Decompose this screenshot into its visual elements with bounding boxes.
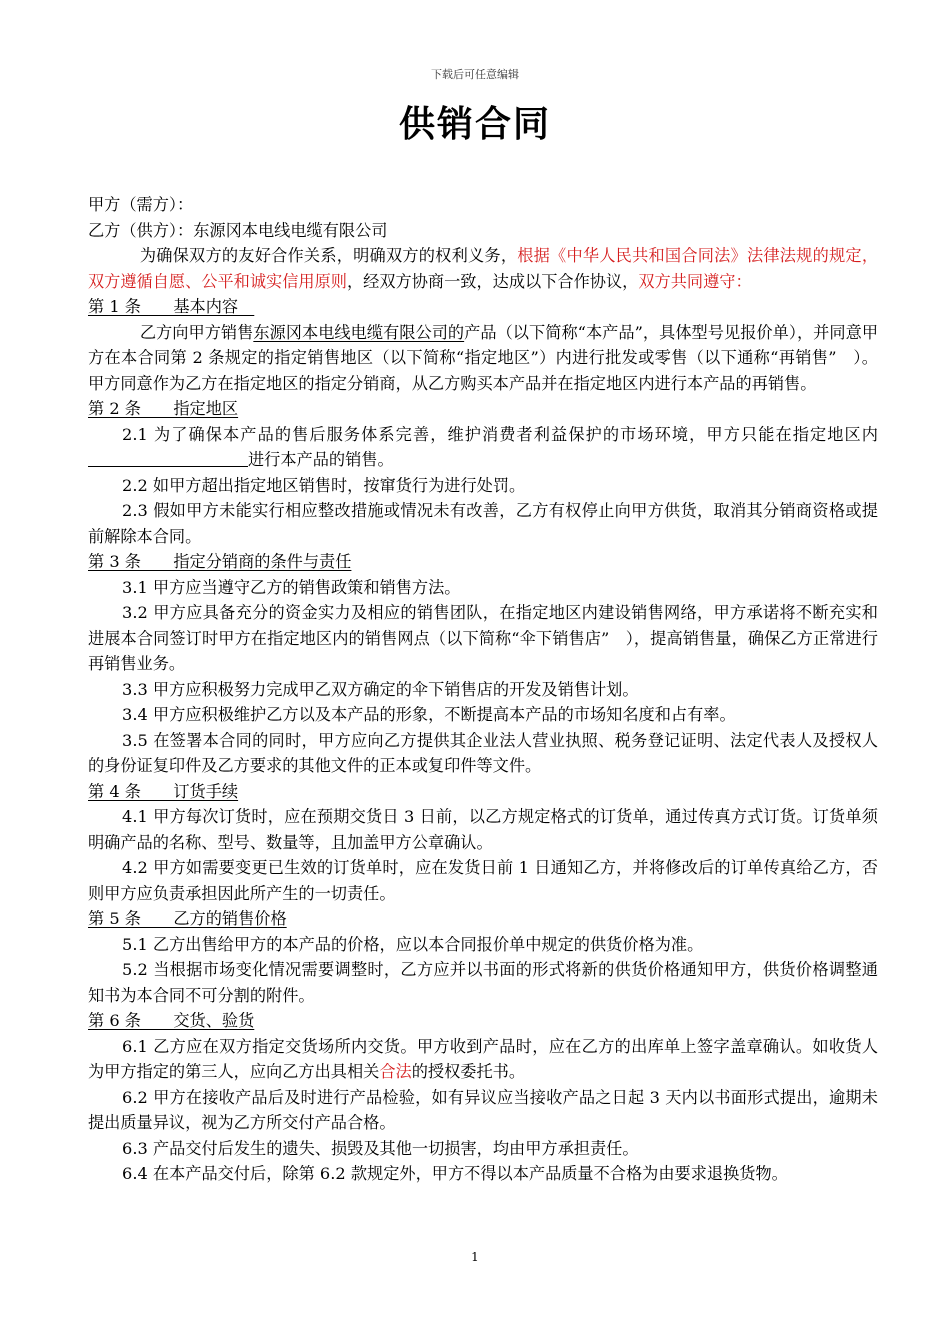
preamble-text-1: 为确保双方的友好合作关系，明确双方的权利义务， bbox=[139, 246, 518, 265]
clause-4-title: 第 4 条 订货手续 bbox=[88, 781, 239, 801]
clause-1-title: 第 1 条 基本内容 bbox=[88, 297, 255, 316]
region-blank[interactable] bbox=[88, 450, 248, 467]
clause-3-4: 3.4 甲方应积极维护乙方以及本产品的形象，不断提高本产品的市场知名度和占有率。 bbox=[122, 705, 736, 724]
preamble-comply: 双方共同遵守： bbox=[638, 271, 752, 291]
preamble-paragraph bbox=[88, 243, 878, 294]
preamble-legal-basis: 根据《中华人民共和国合同法》法律法规的规定，双方遵循自愿、公平和诚实信用原则 bbox=[88, 246, 879, 291]
clause-4-heading bbox=[88, 779, 878, 805]
clause-6-1-post: 的授权委托书。 bbox=[411, 1062, 526, 1081]
clause-2-title: 第 2 条 指定地区 bbox=[88, 399, 239, 418]
clause-4-2: 4.2 甲方如需要变更已生效的订货单时，应在发货日前 1 日通知乙方，并将修改后的订单传真给乙方，否则甲方应负责承担因此所产生的一切责任。 bbox=[88, 858, 878, 903]
clause-6-3: 6.3 产品交付后发生的遗失、损毁及其他一切损害，均由甲方承担责任。 bbox=[122, 1138, 639, 1158]
party-b-line: 乙方（供方）：东源冈本电线电缆有限公司 bbox=[88, 220, 388, 240]
clause-3-heading bbox=[88, 549, 878, 575]
clause-3-1: 3.1 甲方应当遵守乙方的销售政策和销售方法。 bbox=[122, 577, 461, 597]
clause-1-paragraph bbox=[88, 320, 878, 397]
clause-2-1-post: 进行本产品的销售。 bbox=[248, 450, 394, 469]
clause-6-title: 第 6 条 交货、验货 bbox=[88, 1011, 255, 1030]
clause-6-1 bbox=[88, 1034, 878, 1085]
clause-3-5: 3.5 在签署本合同的同时，甲方应向乙方提供其企业法人营业执照、税务登记证明、法定代表人及授权人的身份证复印件及乙方要求的其他文件的正本或复印件等文件。 bbox=[88, 730, 878, 775]
preamble-text-2: ，经双方协商一致，达成以下合作协议， bbox=[347, 271, 639, 291]
clause-2-heading bbox=[88, 396, 878, 422]
clause-5-heading bbox=[88, 906, 878, 932]
clause-6-1-pre: 6.1 乙方应在双方指定交货场所内交货。甲方收到产品时，应在乙方的出库单上签字盖章确认。如收货人为甲方指定的第三人，应向乙方出具相关 bbox=[88, 1036, 878, 1081]
clause-1-text-pre: 乙方向甲方销售 bbox=[139, 322, 254, 342]
clause-3-title: 第 3 条 指定分销商的条件与责任 bbox=[88, 552, 352, 571]
clause-5-1: 5.1 乙方出售给甲方的本产品的价格，应以本合同报价单中规定的供货价格为准。 bbox=[122, 934, 704, 954]
clause-3-3: 3.3 甲方应积极努力完成甲乙双方确定的伞下销售店的开发及销售计划。 bbox=[122, 679, 639, 699]
clause-2-1 bbox=[88, 422, 878, 473]
clause-1-heading bbox=[88, 294, 878, 320]
clause-3-2: 3.2 甲方应具备充分的资金实力及相应的销售团队，在指定地区内建设销售网络，甲方承诺将不断充实和进展本合同签订时甲方在指定地区内的销售网点（以下简称“伞下销售店” ），提高销售量，确保乙方正常进行再销售业务。 bbox=[88, 603, 878, 673]
header-note: 下载后可任意编辑 bbox=[431, 68, 519, 81]
clause-6-heading bbox=[88, 1008, 878, 1034]
contract-body bbox=[88, 192, 878, 1187]
document-title: 供销合同 bbox=[398, 104, 551, 145]
clause-2-1-pre: 2.1 为了确保本产品的售后服务体系完善，维护消费者利益保护的市场环境，甲方只能在指定地区内 bbox=[122, 424, 878, 444]
clause-5-title: 第 5 条 乙方的销售价格 bbox=[88, 909, 287, 928]
clause-4-1: 4.1 甲方每次订货时，应在预期交货日 3 日前，以乙方规定格式的订货单，通过传真方式订货。订货单须明确产品的名称、型号、数量等，且加盖甲方公章确认。 bbox=[88, 807, 878, 852]
clause-2-3: 2.3 假如甲方未能实行相应整改措施或情况未有改善，乙方有权停止向甲方供货，取消其分销商资格或提前解除本合同。 bbox=[88, 501, 878, 546]
clause-6-1-legal: 合法 bbox=[379, 1062, 412, 1081]
clause-6-4: 6.4 在本产品交付后，除第 6.2 款规定外，甲方不得以本产品质量不合格为由要求退换货物。 bbox=[122, 1164, 788, 1183]
clause-2-2: 2.2 如甲方超出指定地区销售时，按窜货行为进行处罚。 bbox=[122, 475, 526, 495]
page-number: 1 bbox=[471, 1250, 479, 1264]
clause-6-2: 6.2 甲方在接收产品后及时进行产品检验，如有异议应当接收产品之日起 3 天内以书面形式提出，逾期未提出质量异议，视为乙方所交付产品合格。 bbox=[88, 1087, 878, 1132]
clause-5-2: 5.2 当根据市场变化情况需要调整时，乙方应并以书面的形式将新的供货价格通知甲方，供货价格调整通知书为本合同不可分割的附件。 bbox=[88, 960, 878, 1005]
party-a-line: 甲方（需方）： bbox=[88, 195, 194, 214]
clause-1-text-post: 产品（以下简称“本产品”，具体型号见报价单），并同意甲方在本合同第 2 条规定的指定销售地区（以下简称“指定地区”）内进行批发或零售（以下通称“再销售” ）。甲方同意作为乙方在指定地区的指定分销商，从乙方购买本产品并在指定地区内进行本产品的再销售。 bbox=[88, 322, 879, 393]
clause-1-company: 东源冈本电线电缆有限公司的 bbox=[253, 322, 465, 342]
